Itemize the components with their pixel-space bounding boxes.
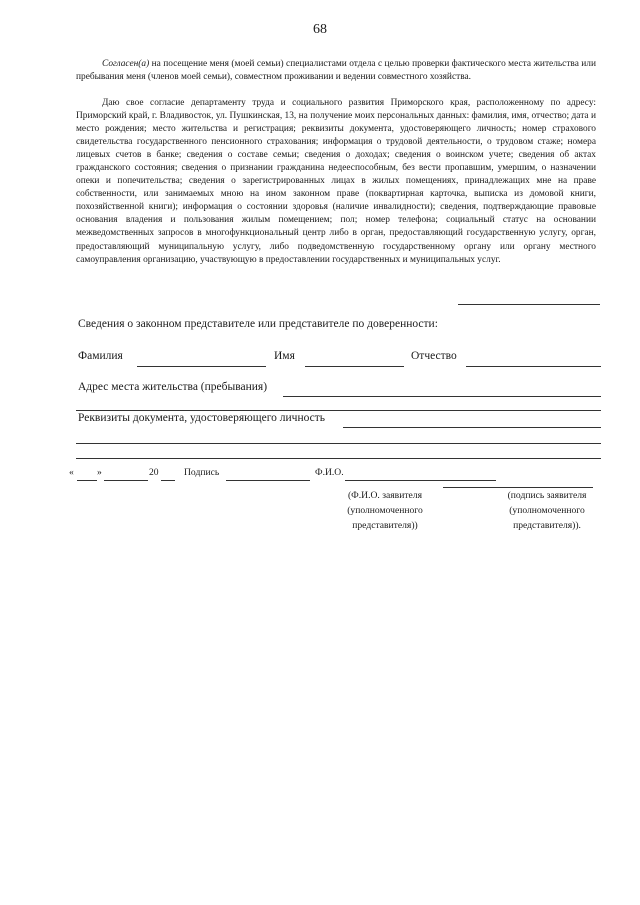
surname-label: Фамилия xyxy=(78,350,123,362)
id-document-label: Реквизиты документа, удостоверяющего личность xyxy=(78,412,326,424)
address-field[interactable] xyxy=(283,396,601,397)
date-year-prefix: 20 xyxy=(149,467,159,478)
consent-data-paragraph xyxy=(76,97,596,267)
page-number: 68 xyxy=(313,22,327,37)
fio-field[interactable] xyxy=(345,480,496,481)
applicant-sign-caption-text: (подпись заявителя (уполномоченного представителя)). xyxy=(507,490,587,531)
id-document-field-line-3[interactable] xyxy=(76,458,601,459)
date-month-field[interactable] xyxy=(104,480,148,481)
applicant-fio-caption xyxy=(325,488,445,533)
date-quote-open: « xyxy=(69,467,74,478)
consent-visit-paragraph xyxy=(76,58,596,84)
applicant-sign-caption xyxy=(487,488,607,533)
consent-data-text: Даю свое согласие департаменту труда и социального развития Приморского края, расположенному по адресу: Приморский край, г. Владивосток, ул. Пушкинская, 13, на получение моих персональных данных: фамилия, имя, отчество; дата и место рождения; место жительства и регистрация; реквизиты документа, удостоверяющего личность; номер страхового свидетельства государственного пенсионного страхования; информация о трудовой деятельности, о трудовом стаже; номера лицевых счетов в банке; сведения о составе семьи; сведения о доходах; сведения о воинском учете; сведения об актах гражданского состояния; сведения о признании гражданина недееспособным, без вести пропавшим, умершим, о назначении опеки и попечительства; сведения о зарегистрированных лицах в жилых помещениях, принадлежащих мне на праве собственности, или занимаемых мною на ином законном праве (поквартирная карточка, выписка из домовой книги, похозяйственной книги); информация о состоянии здоровья (наличие инвалидности); сведения, подтверждающие правовые основания владения и пользования жилым помещением; пол; номер телефона; социальный статус на основании межведомственных запросов в многофункциональный центр либо в орган, предоставляющий государственную услугу, орган, предоставляющий муниципальную услугу, либо подведомственную государственному органу или органу местного самоуправления организацию, участвующую в предоставлении государственных и муниципальных услуг. xyxy=(76,98,596,265)
signature-label: Подпись xyxy=(184,467,220,478)
date-year-field[interactable] xyxy=(161,480,175,481)
applicant-fio-caption-text: (Ф.И.О. заявителя (уполномоченного представителя)) xyxy=(347,490,423,531)
fio-label: Ф.И.О. xyxy=(315,467,344,478)
consent-lead-word: Согласен(а) xyxy=(102,59,150,69)
address-label: Адрес места жительства (пребывания) xyxy=(78,381,268,393)
name-field[interactable] xyxy=(305,366,404,367)
address-field-line-2[interactable] xyxy=(76,410,601,411)
consent-signature-line[interactable] xyxy=(458,304,600,305)
patronymic-label: Отчество xyxy=(411,350,457,362)
patronymic-field[interactable] xyxy=(466,366,601,367)
consent-visit-text: на посещение меня (моей семьи) специалистами отдела с целью проверки фактического места жительства или пребывания меня (членов моей семьи), совместном проживании и ведении совместного хозяйства. xyxy=(76,59,596,83)
date-quote-close: » xyxy=(97,467,102,478)
representative-heading: Сведения о законном представителе или представителе по доверенности: xyxy=(78,318,438,330)
id-document-field[interactable] xyxy=(343,427,601,428)
surname-field[interactable] xyxy=(137,366,266,367)
date-day-field[interactable] xyxy=(77,480,97,481)
signature-field[interactable] xyxy=(226,480,310,481)
id-document-field-line-2[interactable] xyxy=(76,443,601,444)
name-label: Имя xyxy=(274,350,295,362)
